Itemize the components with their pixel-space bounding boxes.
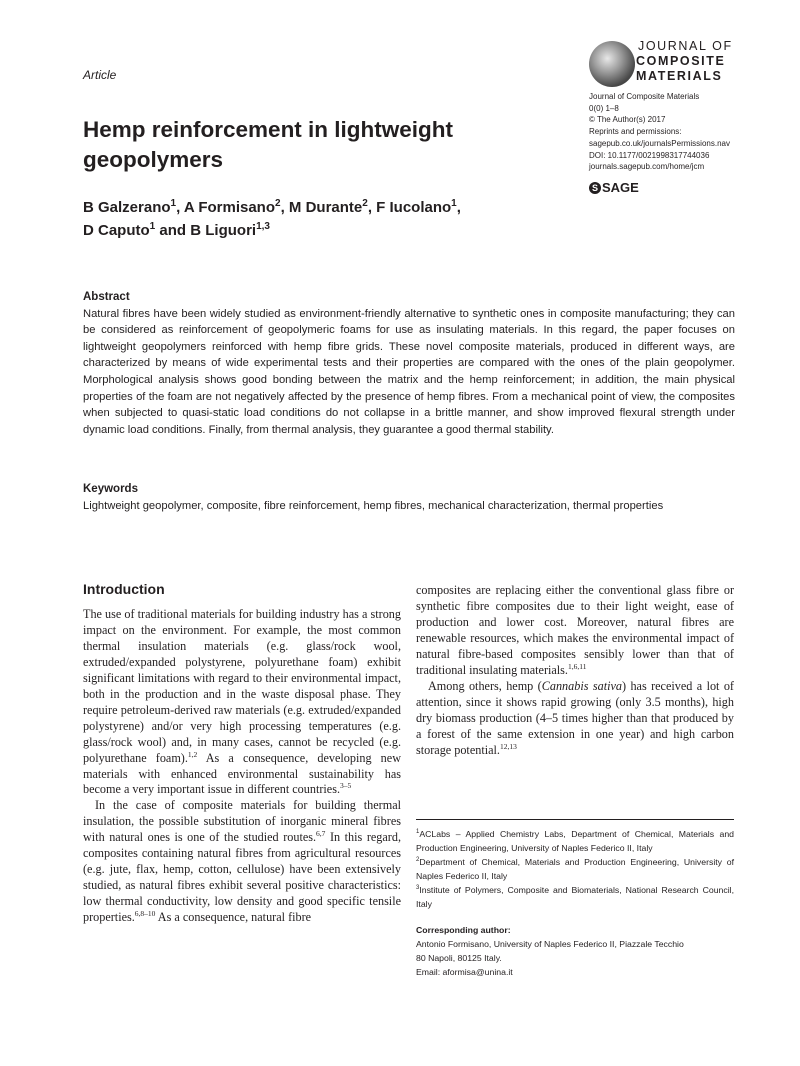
author-name: F Iucolano [376,199,452,216]
doi[interactable]: DOI: 10.1177/0021998317744036 [589,150,710,160]
abstract-section [83,289,735,438]
abstract-text: Natural fibres have been widely studied as environment-friendly alternative to synthetic ones in composite manufacturing; they can be considered as reinforcement of geopolymeric foams for use as insulating materials. In this regard, the paper focuses on lightweight geopolymers reinforced with hemp fibre grids. These novel composite materials, produced in different ways, are characterized by means of wide experimental tests and their properties are compared with the ones of the plain geopolymer. Morphological analysis shows good bonding between the matrix and the hemp reinforcement; in addition, the main physical properties of the foam are not negatively affected by the presence of hemp fibres. From a mechanical point of view, the composites when subjected to quasi-static load conditions do not collapse in a brittle manner, and show improved flexural strength under dynamic load conditions. Finally, from thermal analysis, they guarantee a good thermal stability. [83,307,735,436]
author-name: A Formisano [183,199,275,216]
body-paragraph: The use of traditional materials for building industry has a strong impact on the environment. For example, the most common thermal insulation materials (e.g. glass/rock wool, extruded/expanded polystyrene, polyurethane foam) exhibit significant limitations with regard to their environmental impact, both in the production and in the waste disposal phase. They require petroleum-derived raw materials (e.g. extruded/expanded polystyrene) and/or very high processing temperatures (e.g. glass/rock wool) and, in many cases, cannot be recycled (e.g. polyurethane foam).$^{1,2}$ As a consequence, developing new materials with enhanced environmental sustainability has become a very important issue in different countries.$^{3-5}$ [83,607,401,797]
article-type-label: Article [83,68,117,82]
affiliation-1: $^1$ACLabs – Applied Chemistry Labs, Department of Chemical, Materials and Production Engineering, University of Naples Federico II, Italy [416,829,734,853]
keywords-heading: Keywords [83,483,138,495]
body-column-right [416,583,734,758]
author-name: D Caputo [83,222,150,239]
sage-mark-icon: S [589,182,601,194]
citation-ref[interactable]: 1,2 [187,749,198,759]
author-name: B Galzerano [83,199,171,216]
author-name: B Liguori [190,222,257,239]
citation-ref[interactable]: 6,8–10 [134,909,156,919]
body-paragraph: In the case of composite materials for building thermal insulation, the possible substitution of inorganic mineral fibres with natural ones is one of the studied routes.$^{6,7}$ In this regard, composites containing natural fibres from agricultural resources (e.g. jute, flax, hemp, cotton, cellulose) have been extensively studied, as natural fibres exhibit several positive characteristics: low thermal conductivity, low density and good specific tensile properties.$^{6,8-10}$ As a consequence, natural fibre [83,798,401,925]
author-name: M Durante [288,199,363,216]
journal-name: Journal of Composite Materials [589,92,700,101]
keywords-text: Lightweight geopolymer, composite, fibre reinforcement, hemp fibres, mechanical characterization, thermal properties [83,499,664,512]
permissions-link[interactable]: sagepub.co.uk/journalsPermissions.nav [589,138,730,148]
journal-logo [589,36,739,88]
affiliation-2: $^2$Department of Chemical, Materials and Production Engineering, University of Naples Federico II, Italy [416,857,734,881]
citation-ref[interactable]: 6,7 [316,829,326,839]
journal-logo-disc-icon [589,41,635,87]
corresponding-heading: Corresponding author: [416,925,511,935]
affiliation-footnotes [416,827,734,911]
journal-info [589,91,789,173]
keywords-section [83,481,743,514]
corresponding-address: Antonio Formisano, University of Naples Federico II, Piazzale Tecchio [416,939,684,949]
introduction-heading: Introduction [83,581,165,597]
copyright: © The Author(s) 2017 [589,115,666,125]
journal-volume: 0(0) 1–8 [589,103,619,113]
affiliation-3: $^3$Institute of Polymers, Composite and Biomaterials, National Research Council, Italy [416,885,734,909]
footnote-divider [416,819,734,820]
citation-ref[interactable]: 3–5 [340,781,352,791]
journal-logo-line: COMPOSITE [636,54,726,68]
author-affiliation-mark: 1 [149,221,156,232]
citation-ref[interactable]: 1,6,11 [567,661,587,671]
citation-ref[interactable]: 12,13 [499,741,517,751]
journal-homepage-link[interactable]: journals.sagepub.com/home/jcm [589,162,705,172]
author-affiliation-mark: 1,3 [256,221,270,232]
body-column-left [83,607,401,926]
author-affiliation-mark: 2 [362,198,368,209]
body-paragraph: Among others, hemp (Cannabis sativa) has received a lot of attention, since it shows rapid growing (only 3.5 months), high dry biomass production (4–5 times higher than that produced by a forest of the same extension in one year) and high carbon storage potential.$^{12,13}$ [416,678,734,757]
reprints-label: Reprints and permissions: [589,127,682,137]
paper-title: Hemp reinforcement in lightweight geopolymers [83,117,454,172]
author-list: B Galzerano$^1$, A Formisano$^2$, M Durante$^2$, F Iucolano$^1$, D Caputo$^1$ and B Liguori$^{1,3}$ [83,198,461,239]
author-affiliation-mark: 2 [275,198,281,209]
body-paragraph-continued: composites are replacing either the conventional glass fibre or synthetic fibre composites due to their light weight, ease of production and lower cost. Moreover, natural fibres are renewable resources, which makes the environmental impact of natural fibre-based composites sensibly lower than that of traditional insulating materials.$^{1,6,11}$ [416,583,734,677]
author-affiliation-mark: 1 [451,198,457,209]
italic-term: Cannabis sativa [541,678,622,693]
journal-logo-line: JOURNAL OF [638,39,733,53]
corresponding-address: 80 Napoli, 80125 Italy. [416,953,502,963]
corresponding-email[interactable]: Email: aformisa@unina.it [416,967,513,977]
author-affiliation-mark: 1 [170,198,177,209]
publisher-logo [589,180,639,195]
abstract-heading: Abstract [83,291,130,303]
publisher-name: SAGE [602,180,639,195]
corresponding-author [416,923,734,979]
journal-logo-line: MATERIALS [636,69,723,83]
